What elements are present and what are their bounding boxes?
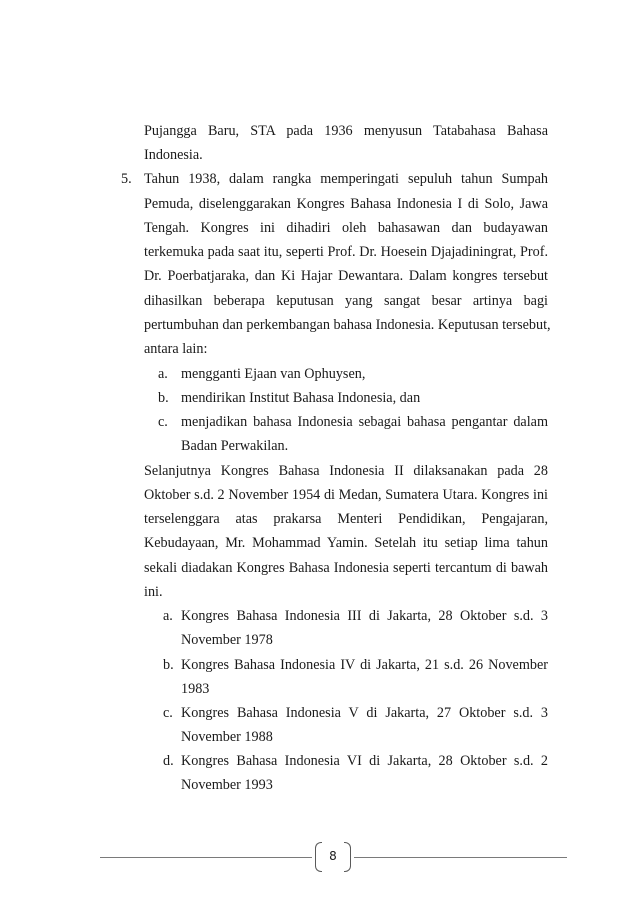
paragraph-line: antara lain: (144, 341, 208, 357)
paragraph-line: pertumbuhan dan perkembangan bahasa Indonesia. Keputusan tersebut, (144, 317, 551, 333)
list-item-line: 1983 (181, 681, 210, 697)
paragraph-line: sekali diadakan Kongres Bahasa Indonesia seperti tercantum di bawah (144, 560, 548, 576)
list-item-line: November 1993 (181, 777, 273, 793)
footer-rule-left (100, 857, 312, 858)
list-letter: a. (158, 366, 168, 382)
list-item-line: November 1988 (181, 729, 273, 745)
list-item-line: mengganti Ejaan van Ophuysen, (181, 366, 366, 382)
paragraph-line: ini. (144, 584, 163, 600)
list-item-line: Kongres Bahasa Indonesia VI di Jakarta, 28 Oktober s.d. 2 (181, 753, 548, 769)
paragraph-line: Dr. Poerbatjaraka, dan Ki Hajar Dewantara. Dalam kongres tersebut (144, 268, 548, 284)
paragraph-line: Tahun 1938, dalam rangka memperingati sepuluh tahun Sumpah (144, 171, 548, 187)
paragraph-line: terkemuka pada saat itu, seperti Prof. Dr. Hoesein Djajadiningrat, Prof. (144, 244, 548, 260)
list-item-line: menjadikan bahasa Indonesia sebagai bahasa pengantar dalam (181, 414, 548, 430)
list-letter: d. (163, 753, 174, 769)
paragraph-line: dihasilkan beberapa keputusan yang sangat besar artinya bagi (144, 293, 548, 309)
paragraph-line: Oktober s.d. 2 November 1954 di Medan, Sumatera Utara. Kongres ini (144, 487, 548, 503)
list-item-line: mendirikan Institut Bahasa Indonesia, dan (181, 390, 421, 406)
paragraph-line: Tengah. Kongres ini dihadiri oleh bahasawan dan budayawan (144, 220, 548, 236)
paragraph-line: Selanjutnya Kongres Bahasa Indonesia II dilaksanakan pada 28 (144, 463, 548, 479)
paragraph-line: Pemuda, diselenggarakan Kongres Bahasa Indonesia I di Solo, Jawa (144, 196, 548, 212)
list-item-line: November 1978 (181, 632, 273, 648)
page-number: 8 (329, 849, 337, 863)
list-letter: c. (163, 705, 173, 721)
list-item-line: Kongres Bahasa Indonesia IV di Jakarta, 21 s.d. 26 November (181, 657, 548, 673)
list-number: 5. (121, 171, 132, 187)
list-letter: b. (158, 390, 169, 406)
list-item-line: Badan Perwakilan. (181, 438, 289, 454)
footer-rule-right (354, 857, 567, 858)
list-letter: c. (158, 414, 168, 430)
intro-line: Pujangga Baru, STA pada 1936 menyusun Tatabahasa Bahasa (144, 123, 548, 139)
list-item-line: Kongres Bahasa Indonesia III di Jakarta, 28 Oktober s.d. 3 (181, 608, 548, 624)
page-number-brace-right (344, 842, 351, 872)
paragraph-line: terselenggara atas prakarsa Menteri Pendidikan, Pengajaran, (144, 511, 548, 527)
intro-line: Indonesia. (144, 147, 203, 163)
paragraph-line: Kebudayaan, Mr. Mohammad Yamin. Setelah itu setiap lima tahun (144, 535, 548, 551)
list-letter: a. (163, 608, 173, 624)
list-item-line: Kongres Bahasa Indonesia V di Jakarta, 27 Oktober s.d. 3 (181, 705, 548, 721)
list-letter: b. (163, 657, 174, 673)
